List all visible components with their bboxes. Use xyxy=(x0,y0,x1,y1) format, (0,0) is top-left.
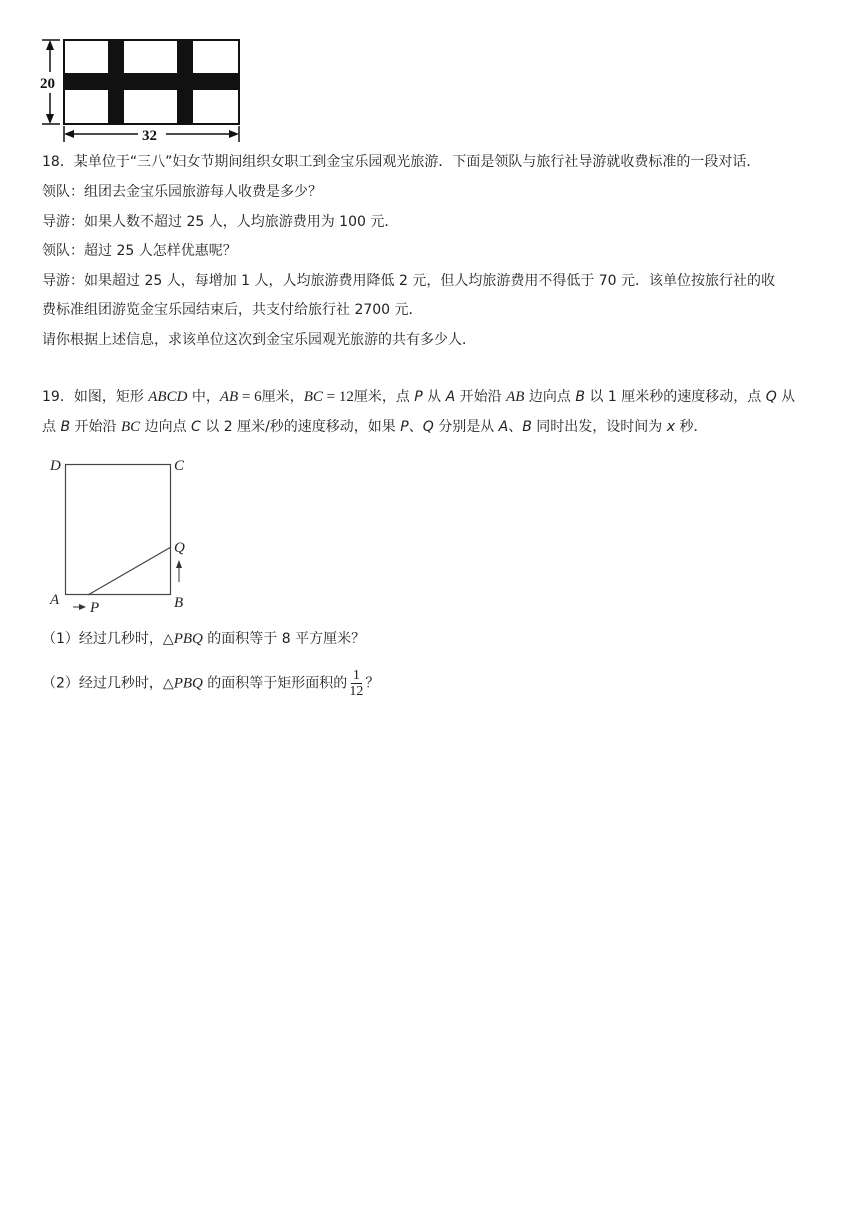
up-arrow-icon xyxy=(46,40,54,50)
label-q: Q xyxy=(174,540,185,556)
rect-abcd xyxy=(66,465,171,595)
var-q: Q xyxy=(765,389,777,405)
text: 开始沿 xyxy=(70,419,121,435)
q19-sub-2 xyxy=(42,668,379,699)
q18-line-6: 费标准组团游览金宝乐园结束后，共支付给旅行社 2700 元． xyxy=(42,302,423,318)
var-b: B xyxy=(575,389,585,405)
fraction-1-12 xyxy=(349,668,363,699)
q18-line-3: 导游：如果人数不超过 25 人，人均旅游费用为 100 元． xyxy=(42,214,399,230)
var-a: A xyxy=(445,389,456,405)
var-x: x xyxy=(666,419,676,435)
width-label: 32 xyxy=(142,128,157,144)
label-c: C xyxy=(174,458,185,474)
q19-line-2 xyxy=(42,417,708,437)
var-b: B xyxy=(522,419,532,435)
text: 同时出发，设时间为 xyxy=(531,419,667,435)
var-b: B xyxy=(60,419,71,435)
math-bc: BC xyxy=(120,419,141,435)
vertical-road-1 xyxy=(108,40,124,124)
text: 从 xyxy=(422,389,446,405)
rectangle-abcd-figure xyxy=(44,452,204,617)
math-ab-2: AB xyxy=(506,389,525,405)
text: （2）经过几秒时，△ xyxy=(42,675,174,692)
var-c: C xyxy=(191,419,201,435)
q18-line-5: 导游：如果超过 25 人，每增加 1 人，人均旅游费用降低 2 元，但人均旅游费用不得低于 70 元．该单位按旅行社的收 xyxy=(42,273,776,289)
math-ab: AB xyxy=(219,389,239,405)
q18-line-2: 领队：组团去金宝乐园旅游每人收费是多少？ xyxy=(42,184,322,200)
text: 点 xyxy=(42,419,61,435)
right-arrow-icon xyxy=(79,604,86,610)
text: 、 xyxy=(508,419,523,435)
text: 开始沿 xyxy=(455,389,507,405)
q18-line-7: 请你根据上述信息，求该单位这次到金宝乐园观光旅游的共有多少人． xyxy=(42,332,476,348)
up-arrow-icon xyxy=(176,560,182,568)
right-arrow-icon xyxy=(229,130,239,138)
text: 边向点 xyxy=(140,419,192,435)
text: 以 1 厘米秒的速度移动，点 xyxy=(584,389,766,405)
left-arrow-icon xyxy=(64,130,74,138)
math-bc: BC xyxy=(303,389,323,405)
text: ？ xyxy=(365,675,380,692)
text: 以 2 厘米/秒的速度移动，如果 xyxy=(200,419,401,435)
text: 厘米，点 xyxy=(353,389,415,405)
var-a: A xyxy=(498,419,509,435)
fraction-numerator: 1 xyxy=(352,668,360,683)
math-eq12: = 12 xyxy=(322,389,354,405)
label-a: A xyxy=(50,592,60,608)
horizontal-road xyxy=(64,73,239,90)
text: 秒． xyxy=(675,419,708,435)
text: 、 xyxy=(408,419,423,435)
var-p: P xyxy=(400,419,409,435)
q19-sub-1 xyxy=(42,629,365,649)
text: 中， xyxy=(187,389,220,405)
height-label: 20 xyxy=(40,76,55,92)
label-b: B xyxy=(174,595,184,611)
label-p: P xyxy=(90,600,100,616)
text: 的面积等于 8 平方厘米？ xyxy=(202,631,366,647)
text: 厘米， xyxy=(261,389,304,405)
label-d: D xyxy=(50,458,61,474)
var-q: Q xyxy=(422,419,434,435)
math-pbq: PBQ xyxy=(173,675,203,692)
fraction-denominator: 12 xyxy=(349,684,364,699)
math-eq6: = 6 xyxy=(238,389,262,405)
text: 19．如图，矩形 xyxy=(42,389,149,405)
segment-pq xyxy=(88,547,171,595)
math-abcd: ABCD xyxy=(148,389,188,405)
q18-line-4: 领队：超过 25 人怎样优惠呢？ xyxy=(42,243,237,259)
text: 边向点 xyxy=(524,389,576,405)
text: 的面积等于矩形面积的 xyxy=(202,675,348,692)
road-figure xyxy=(38,36,248,146)
q18-line-1: 18．某单位于“三八”妇女节期间组织女职工到金宝乐园观光旅游．下面是领队与旅行社导游就收费标准的一段对话． xyxy=(42,154,761,170)
var-p: P xyxy=(414,389,423,405)
down-arrow-icon xyxy=(46,114,54,124)
text: （1）经过几秒时，△ xyxy=(42,631,174,647)
text: 从 xyxy=(776,389,796,405)
q19-line-1 xyxy=(42,387,795,407)
math-pbq: PBQ xyxy=(173,631,203,647)
vertical-road-2 xyxy=(177,40,193,124)
text: 分别是从 xyxy=(433,419,499,435)
